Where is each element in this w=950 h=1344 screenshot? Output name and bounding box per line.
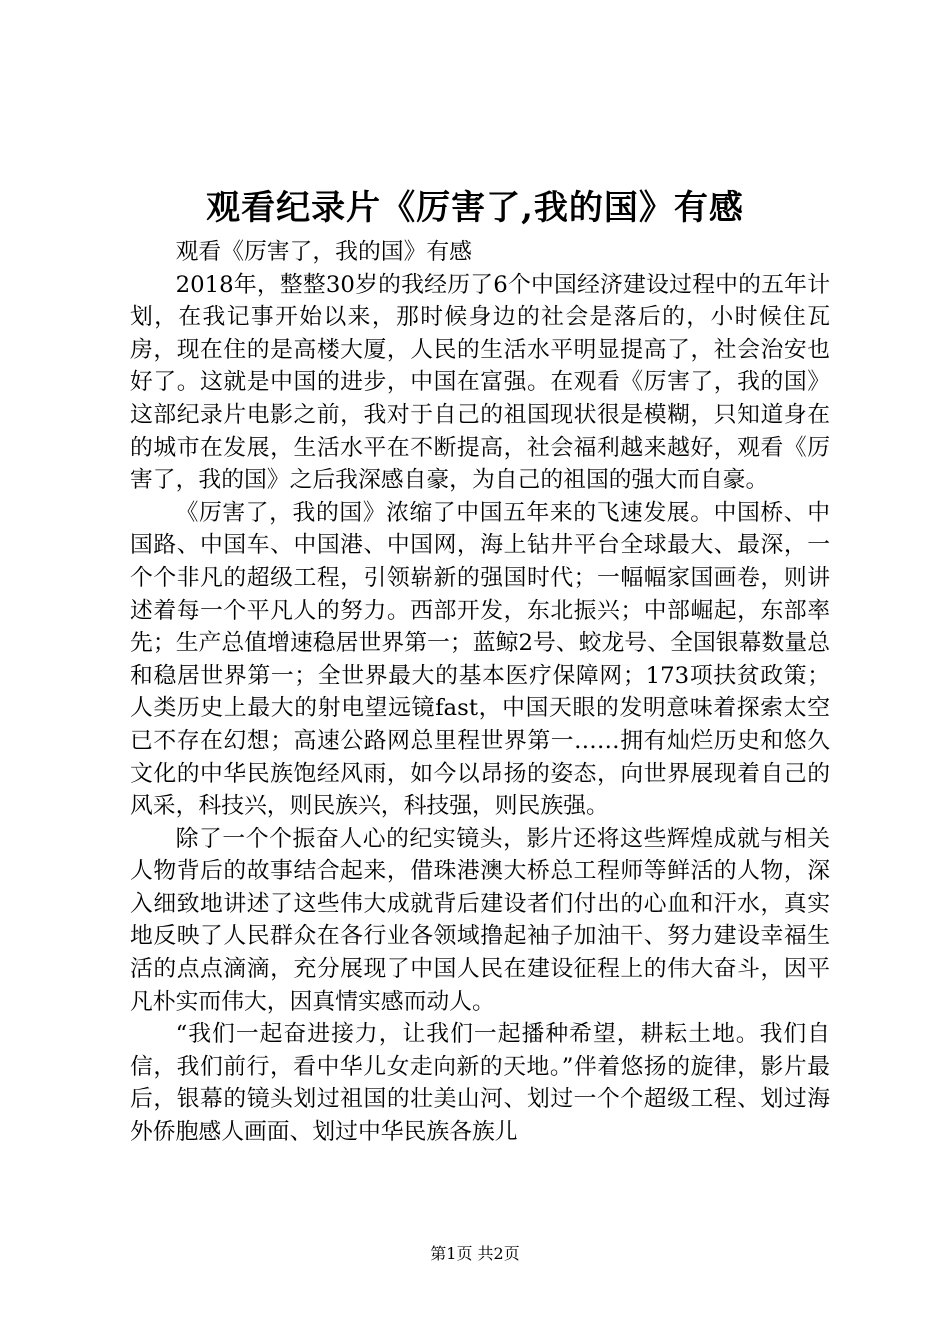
document-body [130, 236, 830, 1149]
paragraph-1: 2018年，整整30岁的我经历了6个中国经济建设过程中的五年计划，在我记事开始以来，那时候身边的社会是落后的，小时候住瓦房，现在住的是高楼大厦，人民的生活水平明显提高了，社会治安也好了。这就是中国的进步，中国在富强。在观看《厉害了，我的国》这部纪录片电影之前，我对于自己的祖国现状很是模糊，只知道身在的城市在发展，生活水平在不断提高，社会福利越来越好，观看《厉害了，我的国》之后我深感自豪，为自己的祖国的强大而自豪。 [130, 271, 830, 494]
paragraph-subtitle: 观看《厉害了，我的国》有感 [175, 239, 472, 265]
document-title: 观看纪录片《厉害了,我的国》有感 [206, 188, 744, 228]
paragraph-4: “我们一起奋进接力，让我们一起播种希望，耕耘土地。我们自信，我们前行，看中华儿女走向新的天地。”伴着悠扬的旋律，影片最后，银幕的镜头划过祖国的壮美山河、划过一个个超级工程、划过海外侨胞感人画面、划过中华民族各族儿 [130, 1021, 830, 1146]
paragraph-2: 《厉害了，我的国》浓缩了中国五年来的飞速发展。中国桥、中国路、中国车、中国港、中国网，海上钻井平台全球最大、最深，一个个非凡的超级工程，引领崭新的强国时代；一幅幅家国画卷，则讲述着每一个平凡人的努力。西部开发，东北振兴；中部崛起，东部率先；生产总值增速稳居世界第一；蓝鲸2号、蛟龙号、全国银幕数量总和稳居世界第一；全世界最大的基本医疗保障网；173项扶贫政策；人类历史上最大的射电望远镜fast，中国天眼的发明意味着探索太空已不存在幻想；高速公路网总里程世界第一……拥有灿烂历史和悠久文化的中华民族饱经风雨，如今以昂扬的姿态，向世界展现着自己的风采，科技兴，则民族兴，科技强，则民族强。 [130, 499, 830, 820]
page-number-footer: 第1页 共2页 [430, 1244, 520, 1263]
paragraph-3: 除了一个个振奋人心的纪实镜头，影片还将这些辉煌成就与相关人物背后的故事结合起来，借珠港澳大桥总工程师等鲜活的人物，深入细致地讲述了这些伟大成就背后建设者们付出的心血和汗水，真实地反映了人民群众在各行业各领域撸起袖子加油干、努力建设幸福生活的点点滴滴，充分展现了中国人民在建设征程上的伟大奋斗，因平凡朴实而伟大，因真情实感而动人。 [130, 825, 830, 1015]
